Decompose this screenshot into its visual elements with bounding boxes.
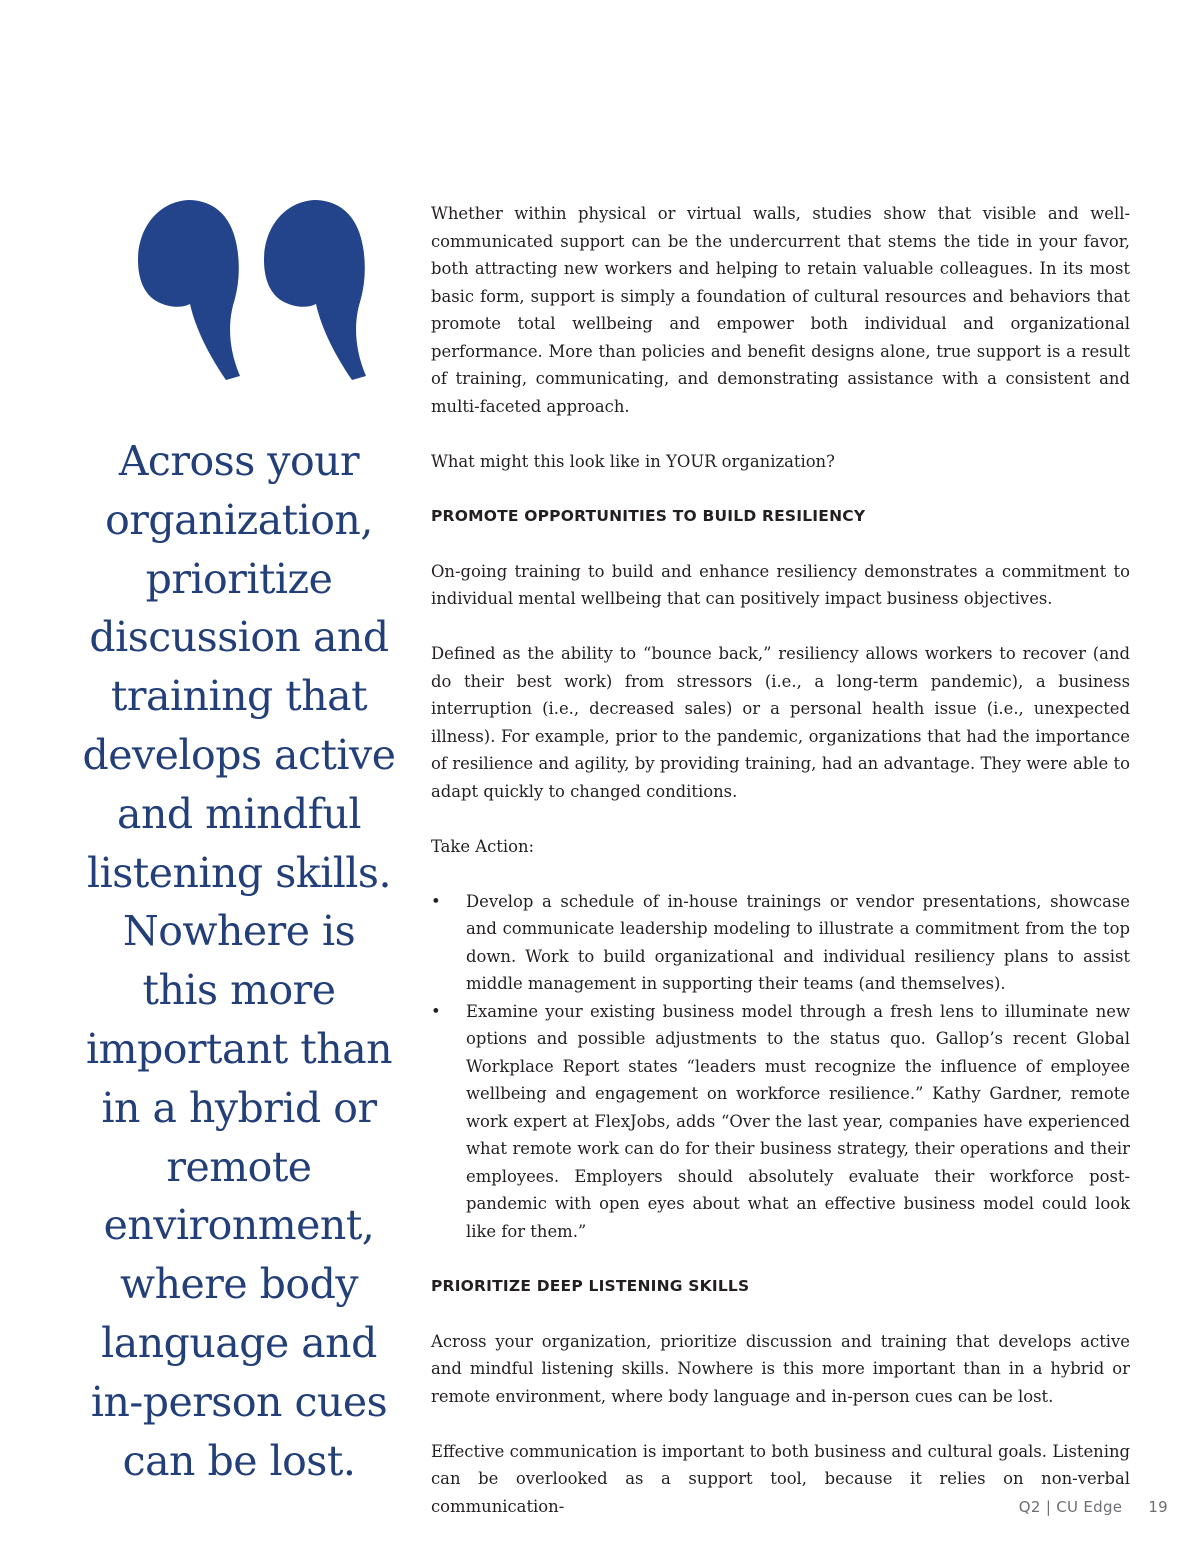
publication-name: Q2 | CU Edge — [1018, 1498, 1123, 1516]
take-action-label: Take Action: — [431, 836, 535, 856]
page-number: 19 — [1148, 1498, 1168, 1516]
opening-double-quote-icon — [136, 198, 368, 382]
list-item — [431, 998, 1130, 1246]
listening-paragraph-1: Across your organization, prioritize discussion and training that develops active and mindful listening skills. Nowhere is this more important than in a hybrid or remote environment, where body language and in-person cues can be lost. — [431, 1331, 1130, 1406]
page-footer — [1019, 1498, 1168, 1516]
quote-mark-right — [264, 200, 366, 380]
pull-quote: Across your organization, prioritize discussion and training that develops active and mindful listening skills. Nowhere is this more important than in a hybrid or remote environment, where body language and in-person cues can be lost. — [82, 437, 396, 1485]
take-action-list — [431, 888, 1130, 1246]
list-item-text: Develop a schedule of in-house trainings or vendor presentations, showcase and communicate leadership modeling to illustrate a commitment from the top down. Work to build organizational and individual resiliency plans to assist middle management in supporting their teams (and themselves). — [466, 891, 1130, 993]
section-heading-resiliency: PROMOTE OPPORTUNITIES TO BUILD RESILIENCY — [431, 506, 866, 525]
bullet-icon: • — [431, 1001, 441, 1021]
question-paragraph: What might this look like in YOUR organization? — [431, 451, 835, 471]
listening-paragraph-2: Effective communication is important to both business and cultural goals. Listening can be overlooked as a support tool, because it relies on non-verbal communication- — [431, 1441, 1130, 1516]
intro-paragraph: Whether within physical or virtual walls, studies show that visible and well-communicated support can be the undercurrent that stems the tide in your favor, both attracting new workers and helping to retain valuable colleagues. In its most basic form, support is simply a foundation of cultural resources and behaviors that promote total wellbeing and empower both individual and organizational performance. More than policies and benefit designs alone, true support is a result of training, communicating, and demonstrating assistance with a consistent and multi-faceted approach. — [431, 204, 1130, 416]
resiliency-paragraph-1: On-going training to build and enhance resiliency demonstrates a commitment to individual mental wellbeing that can positively impact business objectives. — [431, 561, 1130, 608]
resiliency-paragraph-2: Defined as the ability to “bounce back,” resiliency allows workers to recover (and do their best work) from stressors (i.e., a long-term pandemic), a business interruption (i.e., decreased sales) or a personal health issue (i.e., unexpected illness). For example, prior to the pandemic, organizations that had the importance of resilience and agility, by providing training, had an advantage. They were able to adapt quickly to changed conditions. — [431, 644, 1130, 801]
article-body — [431, 200, 1130, 1548]
quote-mark-left — [138, 200, 240, 380]
section-heading-listening: PRIORITIZE DEEP LISTENING SKILLS — [431, 1276, 750, 1295]
bullet-icon: • — [431, 891, 441, 911]
list-item-text: Examine your existing business model through a fresh lens to illuminate new options and possible adjustments to the status quo. Gallop’s recent Global Workplace Report states “leaders must recognize the influence of employee wellbeing and engagement on workforce resilience.” Kathy Gardner, remote work expert at FlexJobs, adds “Over the last year, companies have experienced what remote work can do for their business strategy, their operations and their employees. Employers should absolutely evaluate their workforce post-pandemic with open eyes about what an effective business model could look like for them.” — [466, 1001, 1130, 1241]
list-item — [431, 888, 1130, 998]
